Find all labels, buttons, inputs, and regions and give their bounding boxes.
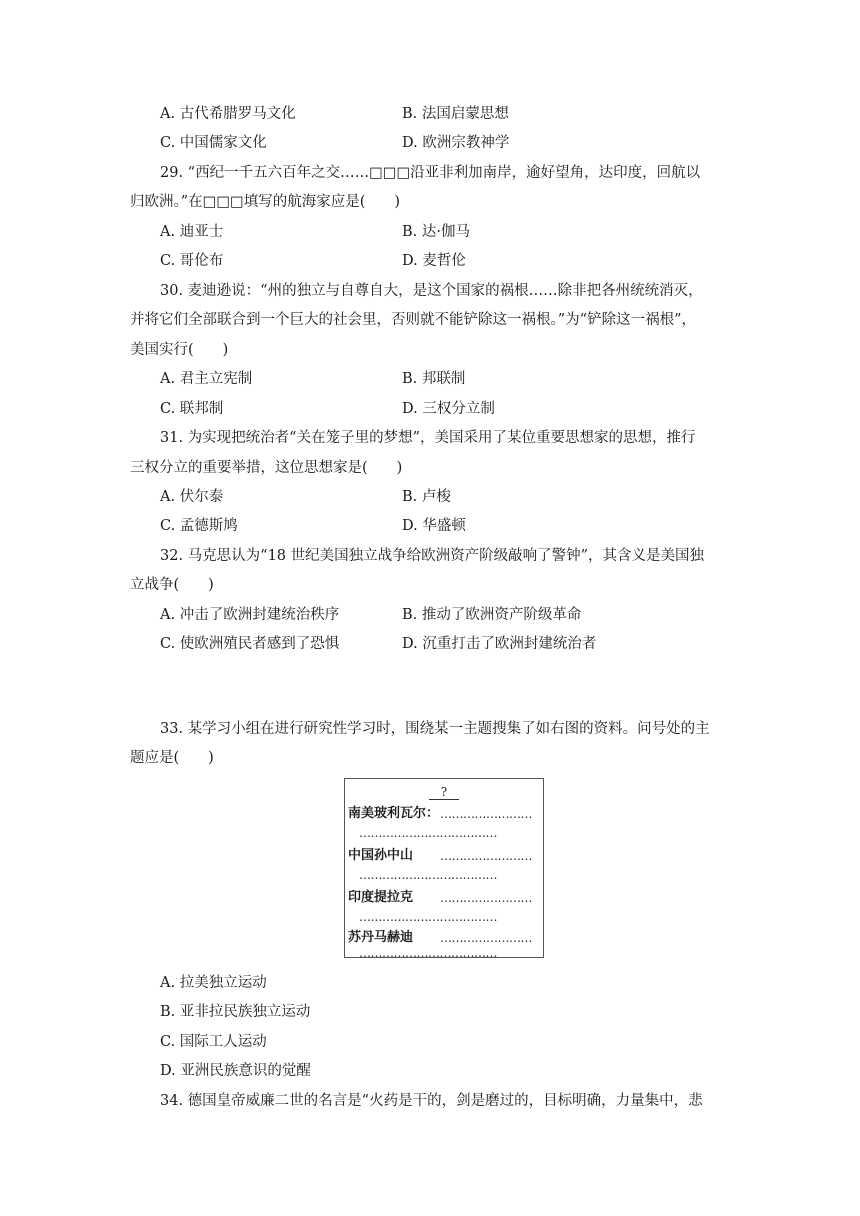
q30-option-c: C. 联邦制	[160, 401, 224, 417]
q30-option-a: A. 君主立宪制	[160, 371, 253, 387]
q28-option-a: A. 古代希腊罗马文化	[160, 106, 296, 122]
figure-dots: ……………………	[440, 931, 532, 945]
q33-option-d: D. 亚洲民族意识的觉醒	[160, 1063, 311, 1079]
q29-stem-line1: 29. “西纪一千五六百年之交……□□□沿亚非利加南岸，逾好望角，达印度，回航以	[160, 165, 701, 181]
q30-option-b: B. 邦联制	[402, 371, 466, 387]
q29-option-d: D. 麦哲伦	[402, 253, 466, 269]
q29-option-c: C. 哥伦布	[160, 253, 224, 269]
q29-option-b: B. 达·伽马	[402, 224, 470, 240]
q33-option-b: B. 亚非拉民族独立运动	[160, 1004, 311, 1020]
q31-stem-line1: 31. 为实现把统治者“关在笼子里的梦想”，美国采用了某位重要思想家的思想，推行	[160, 430, 696, 446]
q31-option-b: B. 卢梭	[402, 489, 451, 505]
q32-stem-line1: 32. 马克思认为“18 世纪美国独立战争给欧洲资产阶级敲响了警钟”，其含义是美国独	[160, 548, 705, 564]
q32-option-c: C. 使欧洲殖民者感到了恐惧	[160, 636, 340, 652]
q31-option-d: D. 华盛顿	[402, 518, 466, 534]
q33-figure	[344, 778, 544, 958]
figure-dots: ………………………………	[359, 826, 497, 840]
figure-title-text: ?	[429, 785, 459, 800]
q29-stem-line2: 归欧洲。”在□□□填写的航海家应是( )	[130, 194, 401, 210]
q32-option-a: A. 冲击了欧洲封建统治秩序	[160, 607, 340, 623]
q32-option-b: B. 推动了欧洲资产阶级革命	[402, 607, 582, 623]
q33-option-a: A. 拉美独立运动	[160, 975, 267, 991]
q32-option-d: D. 沉重打击了欧洲封建统治者	[402, 636, 597, 652]
q28-option-b: B. 法国启蒙思想	[402, 106, 509, 122]
figure-row-bolivar: 南美玻利瓦尔：	[348, 806, 440, 821]
q33-stem-line1: 33. 某学习小组在进行研究性学习时，围绕某一主题搜集了如右图的资料。问号处的主	[160, 721, 710, 737]
q29-option-a: A. 迪亚士	[160, 224, 224, 240]
q31-option-a: A. 伏尔泰	[160, 489, 224, 505]
q28-option-c: C. 中国儒家文化	[160, 135, 267, 151]
q32-stem-line2: 立战争( )	[130, 577, 214, 593]
q28-option-d: D. 欧洲宗教神学	[402, 135, 510, 151]
figure-dots: ………………………………	[359, 910, 497, 924]
q33-option-c: C. 国际工人运动	[160, 1034, 267, 1050]
figure-dots: ……………………	[440, 849, 532, 863]
q31-stem-line2: 三权分立的重要举措，这位思想家是( )	[130, 460, 403, 476]
figure-row-mahdi: 苏丹马赫迪	[348, 930, 414, 945]
figure-row-tilak: 印度提拉克	[348, 890, 414, 905]
q30-stem-line1: 30. 麦迪逊说：“州的独立与自尊自大，是这个国家的祸根……除非把各州统统消灭，	[160, 283, 703, 299]
figure-title	[345, 785, 543, 800]
q34-stem-line1: 34. 德国皇帝威廉二世的名言是“火药是干的，剑是磨过的，目标明确，力量集中，悲	[160, 1093, 703, 1109]
q30-stem-line2: 并将它们全部联合到一个巨大的社会里，否则就不能铲除这一祸根。”为“铲除这一祸根”，	[130, 312, 696, 328]
q31-option-c: C. 孟德斯鸠	[160, 518, 238, 534]
q33-stem-line2: 题应是( )	[130, 750, 214, 766]
figure-dots: ……………………	[440, 891, 532, 905]
q30-stem-line3: 美国实行( )	[130, 342, 229, 358]
figure-row-sun-yat-sen: 中国孙中山	[348, 848, 414, 863]
q30-option-d: D. 三权分立制	[402, 401, 495, 417]
figure-dots: ……………………	[440, 807, 532, 821]
figure-dots: ………………………………	[359, 946, 497, 960]
figure-dots: ………………………………	[359, 868, 497, 882]
